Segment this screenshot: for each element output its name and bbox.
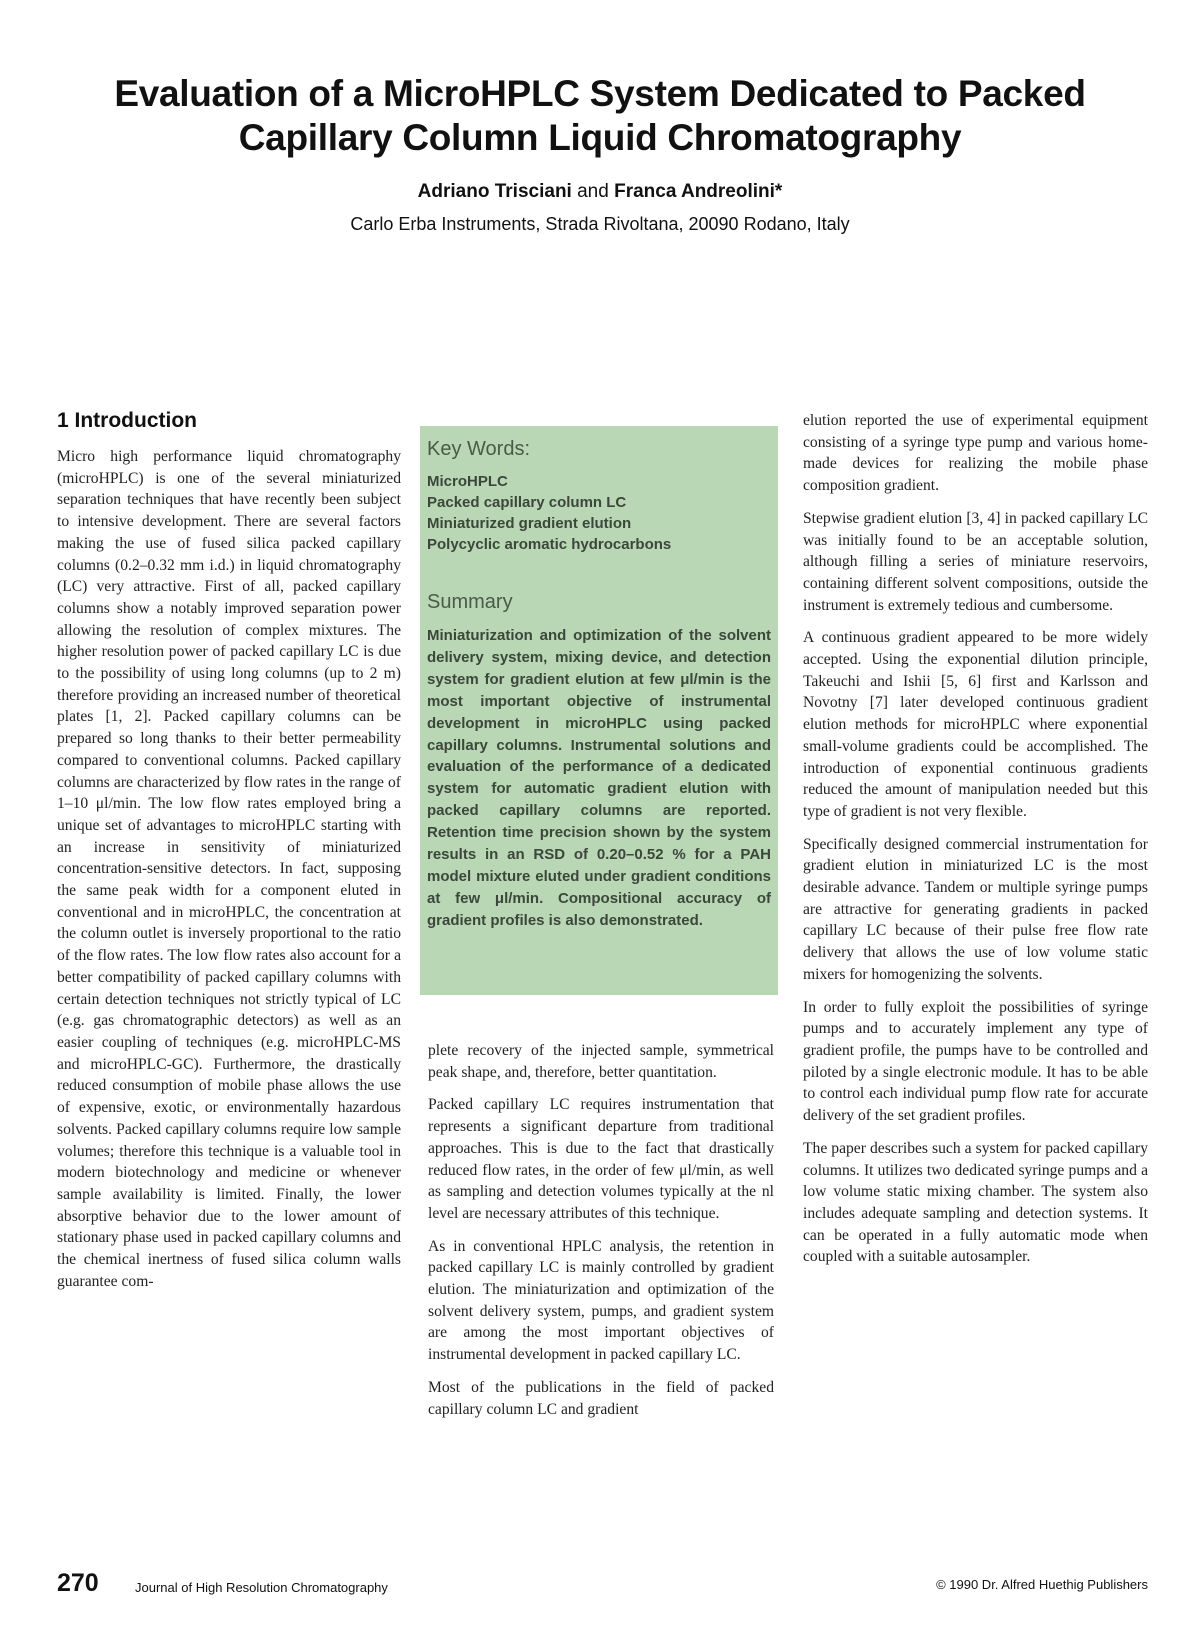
page-number: 270 (57, 1569, 99, 1597)
paragraph: Packed capillary LC requires instrumentation that represents a significant departure from traditional approaches. This is due to the fact that drastically reduced flow rates, in the order of few μl/min, as well as sampling and detection volumes typically at the nl level are necessary attributes of this technique. (428, 1096, 774, 1222)
paragraph: As in conventional HPLC analysis, the retention in packed capillary LC is mainly controlled by gradient elution. The miniaturization and optimization of the solvent delivery system, pumps, and gradient system are among the most important objectives of instrumental development in packed capillary LC. (428, 1237, 774, 1364)
keyword-item: Polycyclic aromatic hydrocarbons (427, 536, 672, 553)
authors (100, 180, 1100, 204)
paragraph: plete recovery of the injected sample, symmetrical peak shape, and, therefore, better quantitation. (428, 1042, 774, 1081)
paragraph: A continuous gradient appeared to be more widely accepted. Using the exponential dilution principle, Takeuchi and Ishii [5, 6] first and Karlsson and Novotny [7] later developed continuous gradient elution methods for microHPLC where exponential small-volume gradients could be accomplished. The introduction of exponential continuous gradients reduced the amount of manipulation needed but this type of gradient is not very flexible. (803, 629, 1148, 820)
section-heading: 1 Introduction (57, 409, 197, 432)
keywords-summary-box (420, 426, 778, 995)
keyword-item: MicroHPLC (427, 473, 508, 490)
keyword-item: Miniaturized gradient elution (427, 515, 632, 532)
paragraph: The paper describes such a system for packed capillary columns. It utilizes two dedicated syringe pumps and a low volume static mixing chamber. The system also includes adequate sampling and detection systems. It can be operated in a fully automatic mode when coupled with a suitable autosampler. (803, 1139, 1148, 1266)
keywords-heading: Key Words: (427, 438, 530, 460)
paragraph: Stepwise gradient elution [3, 4] in packed capillary LC was initially found to be an acceptable solution, although filling a series of miniature reservoirs, containing different solvent compositions, outside the instrument is extremely tedious and cumbersome. (803, 509, 1148, 614)
summary-heading: Summary (427, 591, 513, 613)
paragraph: Micro high performance liquid chromatography (microHPLC) is one of the several miniaturized separation techniques that have recently been subject to intensive development. There are several factors making the use of fused silica packed capillary columns (0.2–0.32 mm i.d.) in liquid chromatography (LC) very attractive. First of all, packed capillary columns show a notably improved separation power allowing the resolution of complex mixtures. The higher resolution power of packed capillary LC is due to the possibility of using long columns (up to 2 m) therefore providing an increased number of theoretical plates [1, 2]. Packed capillary columns can be prepared so long thanks to their better permeability compared to conventional columns. Packed capillary columns are characterized by flow rates in the range of 1–10 μl/min. The low flow rates employed bring a unique set of advantages to microHPLC starting with an increase in sensitivity of miniaturized concentration-sensitive detectors. In fact, supposing the same peak width for a component eluted in conventional and in microHPLC, the concentration at the column outlet is inversely proportional to the ratio of the flow rates. The low flow rates also account for a better compatibility of packed capillary columns with certain detection techniques not strictly typical of LC (e.g. gas chromatographic detectors) as well as an easier coupling of techniques (e.g. microHPLC-MS and microHPLC-GC). Furthermore, the drastically reduced consumption of mobile phase allows the use of expensive, exotic, or environmentally hazardous solvents. Packed capillary columns require low sample volumes; therefore this technique is a valuable tool in modern biotechnology and medicine or whenever sample availability is limited. Finally, the lower absorptive behavior due to the lower amount of stationary phase used in packed capillary columns and the chemical inertness of fused silica column walls guarantee com- (57, 448, 401, 1290)
body-column-2 (428, 1040, 774, 1420)
affiliation: Carlo Erba Instruments, Strada Rivoltana, 20090 Rodano, Italy (350, 214, 850, 234)
journal-name: Journal of High Resolution Chromatography (135, 1580, 388, 1595)
summary-text: Miniaturization and optimization of the solvent delivery system, mixing device, and detection system for gradient elution at few μl/min is the most important objective of instrumental development in microHPLC using packed capillary columns. Instrumental solutions and evaluation of the performance of a dedicated system for automatic gradient elution with packed capillary columns are reported. Retention time precision shown by the system results in an RSD of 0.20–0.52 % for a PAH model mixture eluted under gradient conditions at few μl/min. Compositional accuracy of gradient profiles is also demonstrated. (427, 627, 771, 929)
authors-conjunction: and (577, 181, 609, 202)
paragraph: In order to fully exploit the possibilities of syringe pumps and to accurately implement any type of gradient profile, the pumps have to be controlled and piloted by a single electronic module. It has to be able to control each individual pump flow rate for accurate delivery of the set gradient profiles. (803, 998, 1148, 1125)
author-1: Adriano Trisciani (417, 181, 572, 202)
paragraph: elution reported the use of experimental equipment consisting of a syringe type pump and various home-made devices for realizing the mobile phase composition gradient. (803, 412, 1148, 495)
author-2: Franca Andreolini* (614, 181, 783, 202)
paper-title: Evaluation of a MicroHPLC System Dedicated to Packed Capillary Column Liquid Chromatography (114, 73, 1086, 158)
paragraph: Most of the publications in the field of packed capillary column LC and gradient (428, 1378, 774, 1418)
keyword-item: Packed capillary column LC (427, 494, 627, 511)
body-column-3 (803, 410, 1148, 1268)
paragraph: Specifically designed commercial instrumentation for gradient elution in miniaturized LC is the most desirable advance. Tandem or multiple syringe pumps are attractive for generating gradients in packed capillary LC because of their pulse free flow rate delivery that allows the use of low volume static mixers for homogenizing the solvents. (803, 835, 1148, 983)
body-column-1 (57, 446, 401, 1292)
keywords-list (427, 471, 771, 555)
copyright: © 1990 Dr. Alfred Huethig Publishers (936, 1577, 1148, 1592)
